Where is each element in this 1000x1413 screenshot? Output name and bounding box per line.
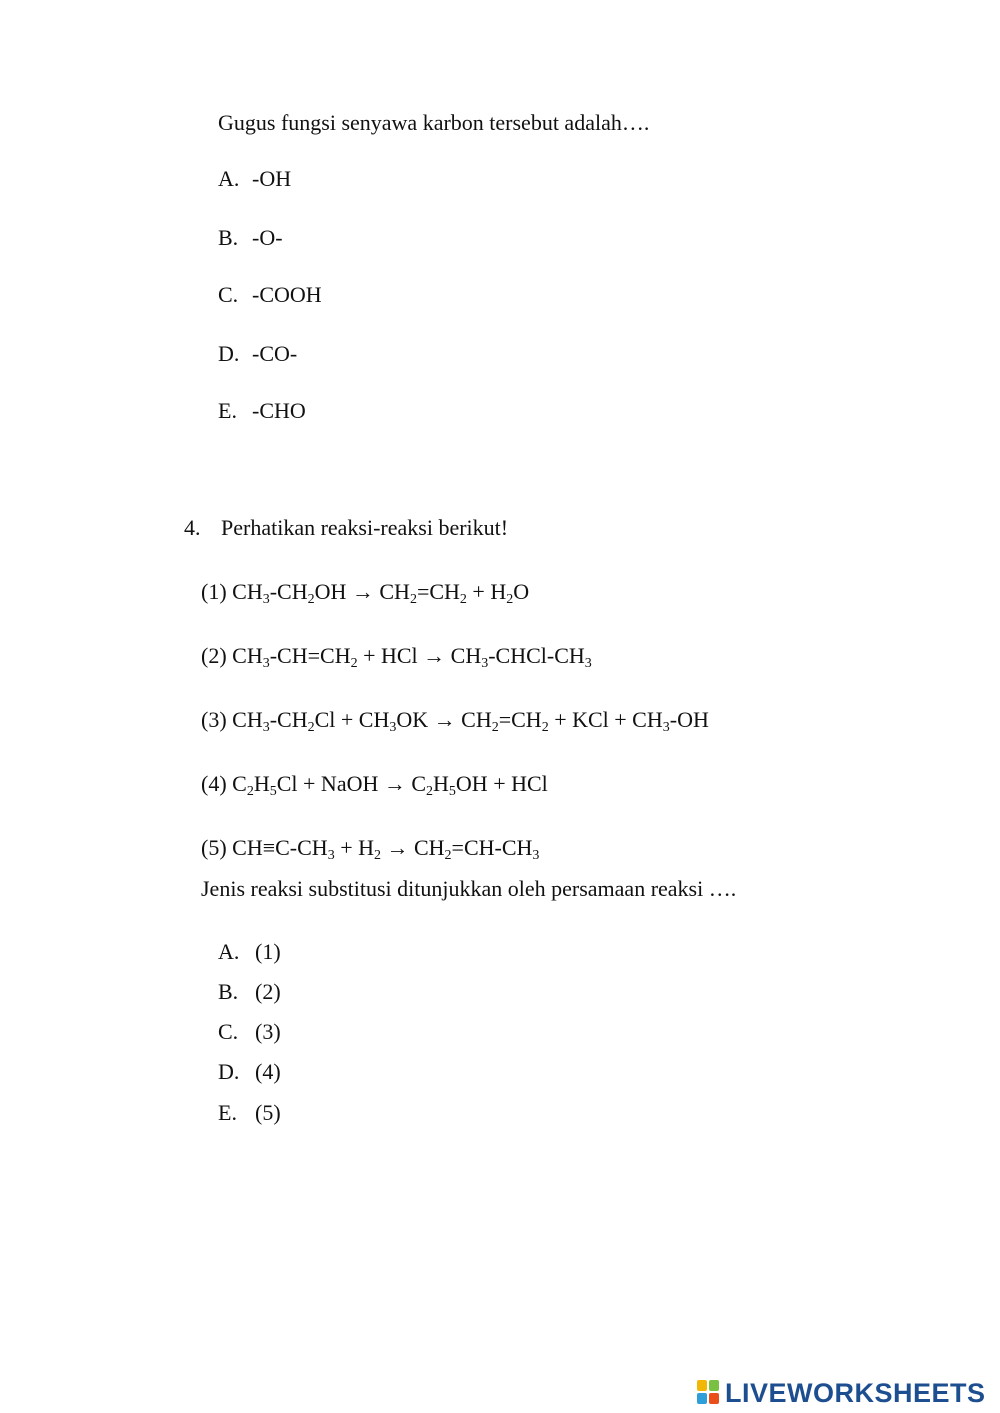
option-letter: C.: [218, 282, 239, 307]
question-4-option-a[interactable]: [218, 941, 281, 963]
option-text: -COOH: [252, 282, 322, 307]
logo-square: [709, 1393, 719, 1404]
option-letter: E.: [218, 1100, 237, 1125]
question-number: 4.: [184, 515, 201, 540]
reaction-label: (1): [201, 579, 227, 604]
reaction-equation: $CH_3-CH_2OH \to CH_2=CH_2 + H_2O$: [232, 579, 530, 607]
option-letter: A.: [218, 166, 240, 191]
reaction-2: [201, 643, 592, 671]
option-text: -OH: [252, 166, 292, 191]
option-letter: B.: [218, 979, 239, 1004]
question-4-stem: Perhatikan reaksi-reaksi berikut!: [221, 515, 509, 540]
question-3-option-a[interactable]: [218, 168, 291, 190]
option-text: -CO-: [252, 341, 298, 366]
question-3-option-d[interactable]: [218, 343, 297, 365]
option-text: (4): [255, 1059, 281, 1084]
question-4-header: [184, 517, 508, 539]
reaction-4: [201, 771, 548, 799]
option-text: (3): [255, 1019, 281, 1044]
option-letter: B.: [218, 225, 239, 250]
option-letter: A.: [218, 939, 240, 964]
reaction-1: [201, 579, 530, 607]
question-3-option-e[interactable]: [218, 400, 306, 422]
option-text: (1): [255, 939, 281, 964]
reaction-label: (3): [201, 707, 227, 732]
liveworksheets-logo[interactable]: [697, 1378, 986, 1408]
question-4-option-c[interactable]: [218, 1021, 281, 1043]
option-letter: C.: [218, 1019, 239, 1044]
question-4-prompt: Jenis reaksi substitusi ditunjukkan oleh persamaan reaksi ….: [201, 876, 737, 901]
reaction-label: (2): [201, 643, 227, 668]
reaction-label: (5): [201, 835, 227, 860]
option-letter: D.: [218, 1059, 240, 1084]
option-text: -CHO: [252, 398, 306, 423]
question-4-option-d[interactable]: [218, 1061, 281, 1083]
option-text: (5): [255, 1100, 281, 1125]
option-text: (2): [255, 979, 281, 1004]
question-4-option-e[interactable]: [218, 1102, 281, 1124]
logo-text: LIVEWORKSHEETS: [725, 1377, 986, 1408]
reaction-label: (4): [201, 771, 227, 796]
reaction-5: [201, 835, 540, 863]
reaction-equation: $CH_3-CH_2Cl + CH_3OK \to CH_2=CH_2$ + KCl + $CH_3-OH$: [232, 707, 709, 735]
logo-square: [697, 1393, 707, 1404]
reaction-equation: $C_2H_5Cl$ + NaOH → $C_2H_5OH$ + HCl: [232, 771, 548, 799]
question-3-option-b[interactable]: [218, 227, 283, 249]
question-3-stem: Gugus fungsi senyawa karbon tersebut adalah….: [218, 110, 650, 135]
liveworksheets-logo-icon: [697, 1380, 721, 1406]
question-3-option-c[interactable]: [218, 284, 322, 306]
reaction-equation: $CH_3-CH=CH_2$ + HCl → $CH_3-CHCl-CH_3$: [232, 643, 592, 671]
option-letter: D.: [218, 341, 240, 366]
option-text: -O-: [252, 225, 283, 250]
question-4-option-b[interactable]: [218, 981, 281, 1003]
reaction-equation: $CH\equiv C-CH_3 + H_2 \to CH_2=CH-CH_3$: [232, 835, 540, 863]
logo-square: [709, 1380, 719, 1391]
option-letter: E.: [218, 398, 237, 423]
reaction-3: [201, 707, 709, 735]
logo-square: [697, 1380, 707, 1391]
